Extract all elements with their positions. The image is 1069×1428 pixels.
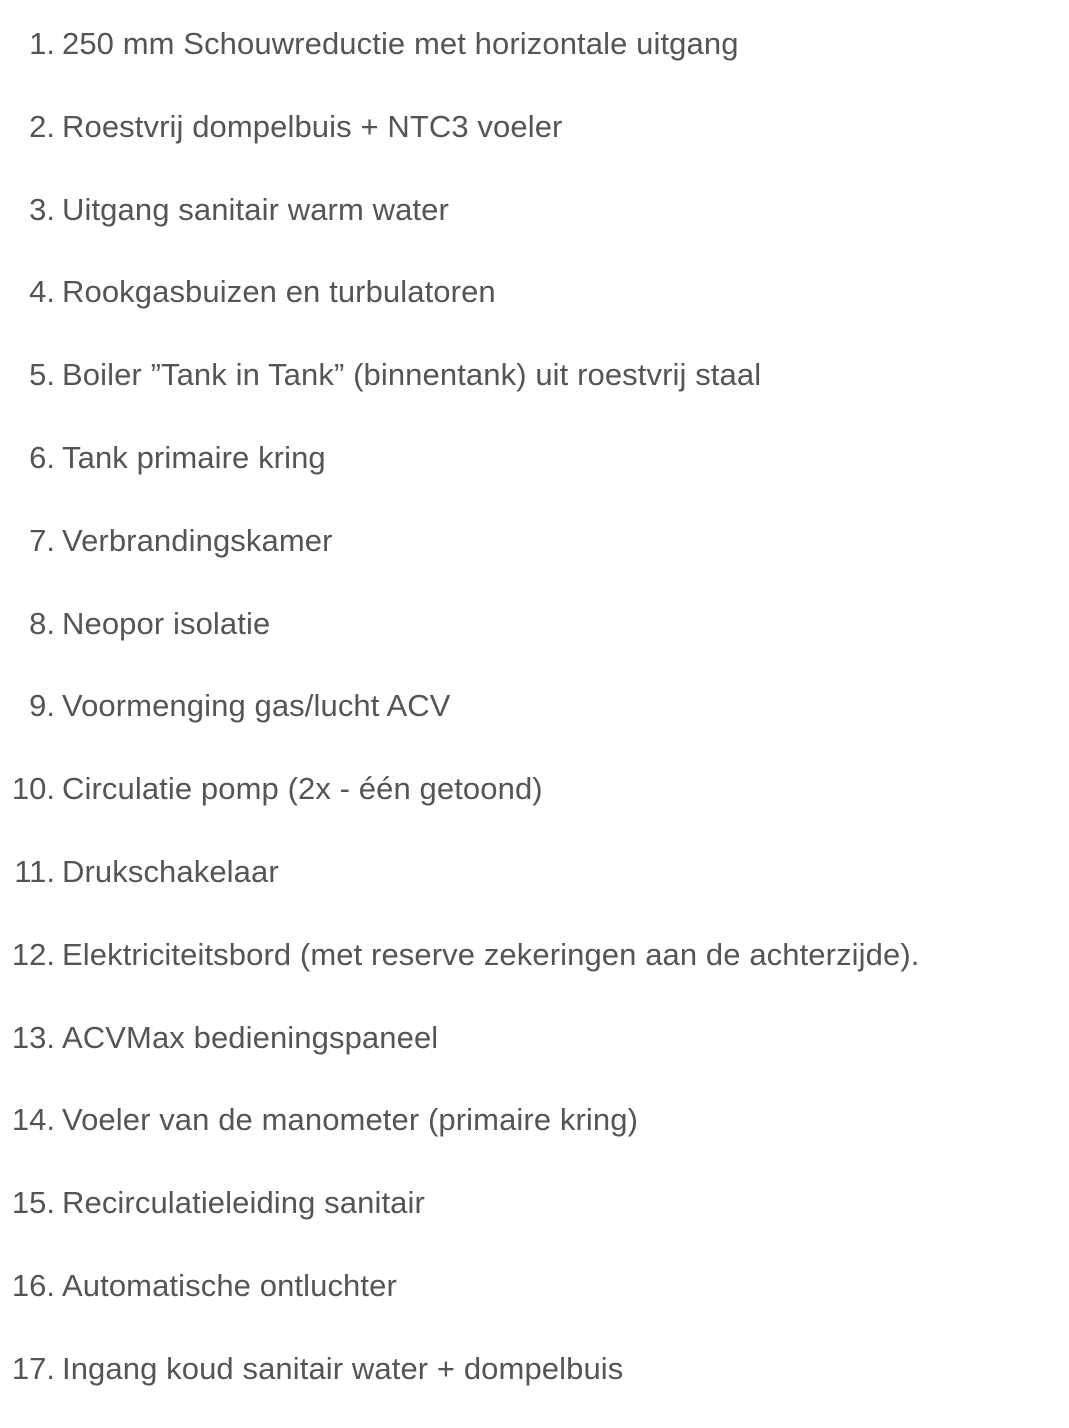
list-item	[0, 434, 1069, 517]
item-number: 6.	[29, 439, 55, 475]
list-item	[0, 682, 1069, 765]
item-label: Drukschakelaar	[62, 853, 279, 889]
item-number: 14.	[11, 1102, 55, 1138]
item-label: Elektriciteitsbord (met reserve zekeringen aan de achterzijde).	[62, 936, 920, 972]
item-label: Rookgasbuizen en turbulatoren	[62, 274, 496, 310]
item-label: Recirculatieleiding sanitair	[62, 1185, 425, 1221]
item-label: Neopor isolatie	[62, 605, 271, 641]
item-number: 13.	[11, 1019, 55, 1055]
list-item	[0, 517, 1069, 600]
item-number: 15.	[11, 1185, 55, 1221]
list-item	[0, 1345, 1069, 1428]
item-label: Tank primaire kring	[62, 439, 326, 475]
item-label: Circulatie pomp (2x - één getoond)	[62, 771, 543, 807]
item-label: Uitgang sanitair warm water	[62, 191, 449, 227]
parts-list	[0, 20, 1069, 1428]
list-item	[0, 351, 1069, 434]
item-label: Voeler van de manometer (primaire kring)	[62, 1102, 639, 1138]
list-item	[0, 1014, 1069, 1097]
list-item	[0, 765, 1069, 848]
item-number: 5.	[29, 357, 55, 393]
item-number: 16.	[11, 1267, 55, 1303]
item-number: 9.	[29, 688, 55, 724]
item-number: 8.	[29, 605, 55, 641]
list-item	[0, 848, 1069, 931]
item-number: 17.	[11, 1350, 55, 1386]
list-item	[0, 1179, 1069, 1262]
item-label: Boiler ”Tank in Tank” (binnentank) uit roestvrij staal	[62, 357, 762, 393]
item-label: 250 mm Schouwreductie met horizontale uitgang	[62, 26, 739, 61]
list-item	[0, 20, 1069, 103]
item-number: 10.	[11, 771, 55, 807]
list-item	[0, 1262, 1069, 1345]
item-label: Verbrandingskamer	[62, 522, 333, 558]
item-number: 4.	[29, 274, 55, 310]
item-label: ACVMax bedieningspaneel	[62, 1019, 439, 1055]
item-label: Voormenging gas/lucht ACV	[62, 688, 451, 724]
item-number: 1.	[29, 26, 55, 61]
list-item	[0, 1096, 1069, 1179]
item-label: Roestvrij dompelbuis + NTC3 voeler	[62, 108, 563, 144]
item-number: 2.	[29, 108, 55, 144]
list-item	[0, 186, 1069, 269]
item-label: Automatische ontluchter	[62, 1267, 397, 1303]
list-item	[0, 931, 1069, 1014]
item-number: 11.	[14, 853, 55, 889]
item-number: 7.	[29, 522, 55, 558]
list-item	[0, 268, 1069, 351]
list-item	[0, 600, 1069, 683]
item-number: 3.	[29, 191, 55, 227]
list-item	[0, 103, 1069, 186]
item-label: Ingang koud sanitair water + dompelbuis	[62, 1350, 624, 1386]
item-number: 12.	[11, 936, 55, 972]
